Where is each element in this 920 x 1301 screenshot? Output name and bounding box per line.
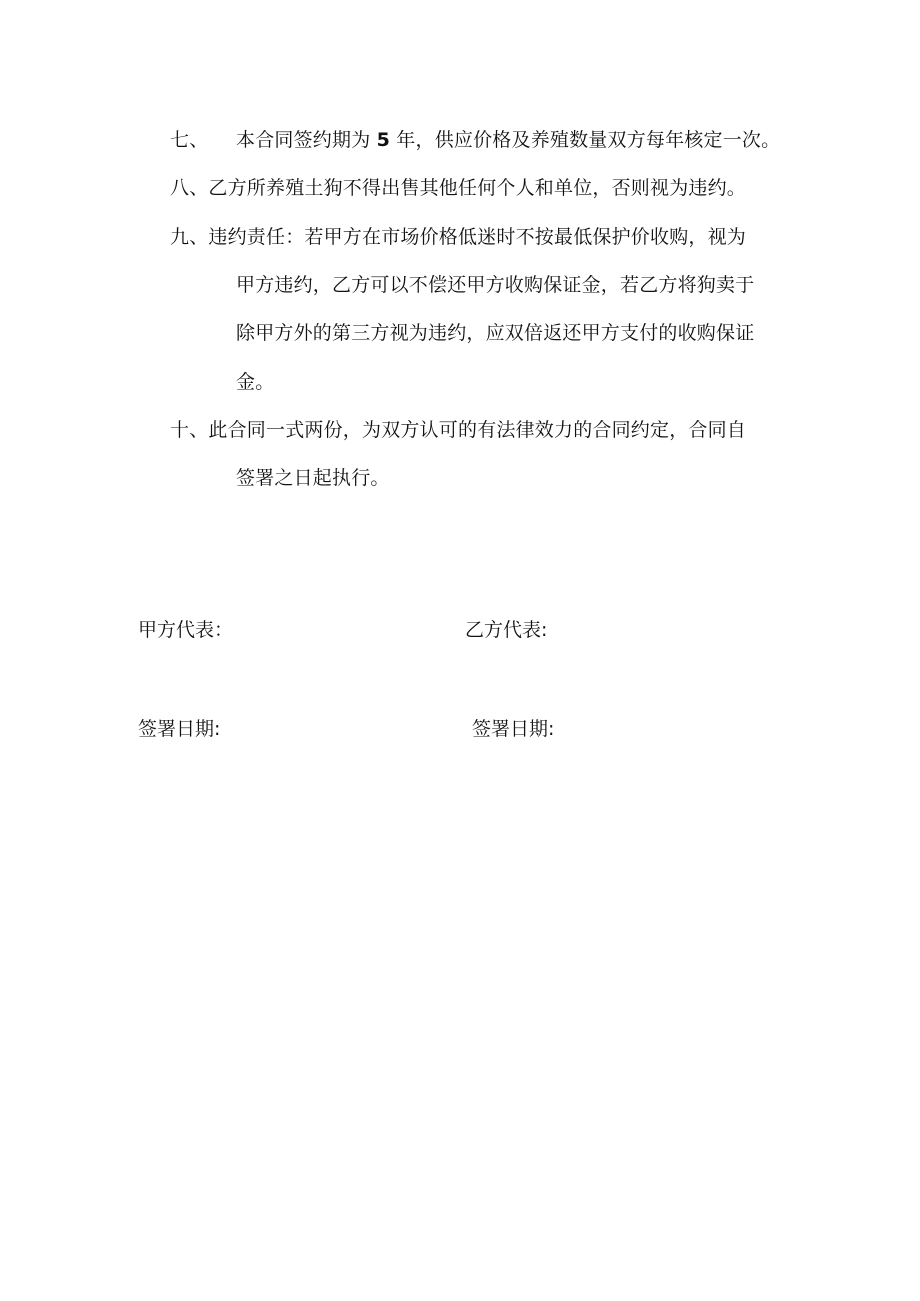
clause-7-number: 七、	[170, 129, 209, 151]
party-b-representative-label: 乙方代表:	[465, 619, 548, 641]
clause-8-line-1: 八、乙方所养殖土狗不得出售其他任何个人和单位，否则视为违约。	[170, 177, 747, 199]
clause-9-line-3: 除甲方外的第三方视为违约，应双倍返还甲方支付的收购保证	[236, 322, 755, 344]
clause-10-line-1: 十、此合同一式两份，为双方认可的有法律效力的合同约定，合同自	[170, 419, 747, 441]
party-a-representative-label: 甲方代表：	[138, 619, 234, 641]
clause-9-line-2: 甲方违约，乙方可以不偿还甲方收购保证金，若乙方将狗卖于	[236, 274, 755, 296]
clause-9-line-1: 九、违约责任：若甲方在市场价格低迷时不按最低保护价收购，视为	[170, 226, 747, 248]
clause-7-text-b: 年，供应价格及养殖数量双方每年核定一次。	[390, 129, 781, 151]
clause-7-text	[236, 128, 780, 152]
party-a-sign-date-label: 签署日期:	[138, 718, 221, 740]
clause-7-term-years: 5	[376, 129, 391, 151]
clause-9-line-4: 金。	[236, 371, 275, 393]
clause-7-text-a: 本合同签约期为	[236, 129, 377, 151]
clause-10-line-2: 签署之日起执行。	[236, 467, 390, 489]
party-b-sign-date-label: 签署日期:	[472, 718, 555, 740]
